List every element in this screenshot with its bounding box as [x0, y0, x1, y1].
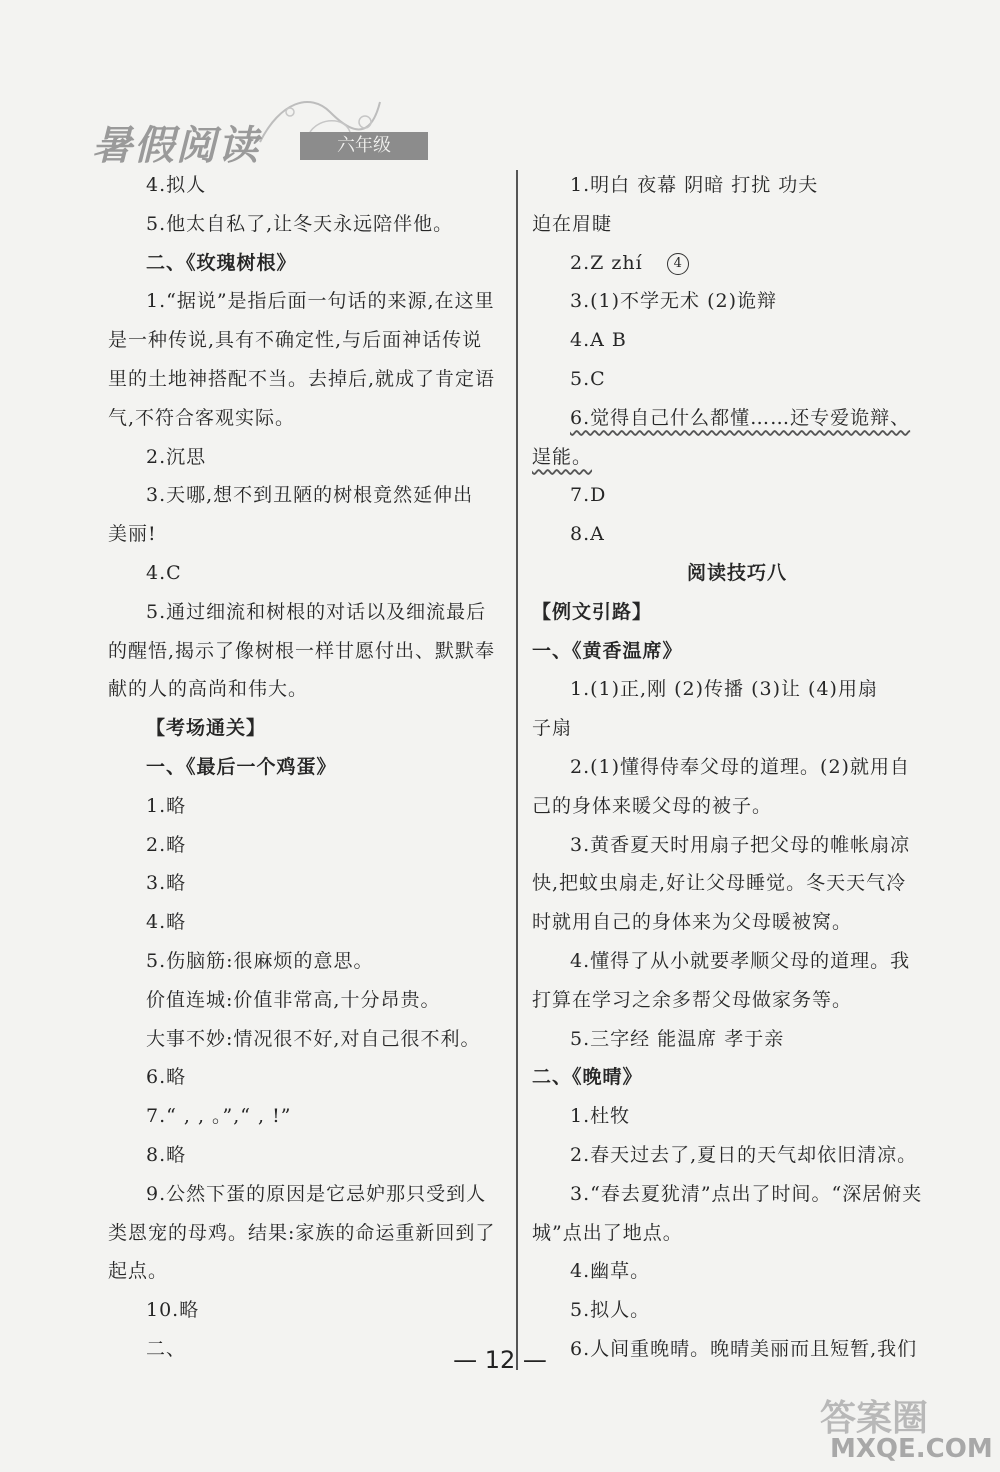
- line-text: 【例文引路】: [532, 600, 653, 623]
- text-line: [108, 826, 508, 865]
- line-text: 1.“据说”是指后面一句话的来源,在这里: [146, 290, 495, 313]
- text-line: [532, 748, 942, 787]
- line-text: 打算在学习之余多帮父母做家务等。: [532, 988, 853, 1011]
- line-text: 2.略: [146, 833, 187, 856]
- line-text: 美丽!: [108, 523, 157, 546]
- header-grade-badge: 六年级: [300, 132, 428, 160]
- line-text: 4.A B: [570, 329, 627, 352]
- text-line: [108, 1097, 508, 1136]
- text-line: [532, 360, 942, 399]
- text-line: [108, 515, 508, 554]
- line-text: 逞能。: [532, 445, 593, 468]
- text-line: [108, 438, 508, 477]
- line-text: 起点。: [108, 1260, 169, 1283]
- text-line: [532, 709, 942, 748]
- text-line: [108, 748, 508, 787]
- line-text: 阅读技巧八: [686, 561, 787, 584]
- line-text: 8.略: [146, 1143, 187, 1166]
- line-text: 4.幽草。: [570, 1260, 651, 1283]
- header-logo: [92, 110, 391, 169]
- text-line: [108, 476, 508, 515]
- header-brand: 暑假阅读: [92, 122, 260, 169]
- text-line: [108, 166, 508, 205]
- line-text: 4.拟人: [146, 174, 207, 196]
- line-text: 9.公然下蛋的原因是它忌妒那只受到人: [146, 1182, 487, 1205]
- text-line: [532, 438, 942, 477]
- line-text: 【考场通关】: [146, 717, 267, 740]
- page-number: — 12 —: [453, 1346, 547, 1374]
- text-line: [532, 282, 942, 321]
- text-line: [532, 1214, 942, 1253]
- line-text: 献的人的高尚和伟大。: [108, 678, 309, 701]
- line-text: 2.沉思: [146, 445, 207, 468]
- line-text: 一、《最后一个鸡蛋》: [146, 755, 337, 778]
- line-text: 二、《玫瑰树根》: [146, 251, 297, 274]
- text-line: [532, 554, 942, 593]
- line-text: 2.Z zhí: [570, 251, 643, 274]
- text-line: [532, 1291, 942, 1330]
- line-text: 1.明白 夜幕 阴暗 打扰 功夫: [570, 174, 819, 196]
- text-line: [532, 1097, 942, 1136]
- text-line: [108, 360, 508, 399]
- text-line: [108, 554, 508, 593]
- line-text: 二、: [146, 1337, 187, 1360]
- line-text: 己的身体来暖父母的被子。: [532, 794, 773, 817]
- line-text: 5.C: [570, 367, 606, 390]
- text-line: [108, 1214, 508, 1253]
- text-line: [108, 1291, 508, 1330]
- text-line: [108, 244, 508, 283]
- text-line: [108, 942, 508, 981]
- line-text: 3.黄香夏天时用扇子把父母的帷帐扇凉: [570, 833, 911, 856]
- line-text: 5.通过细流和树根的对话以及细流最后: [146, 600, 487, 623]
- line-text: 10.略: [146, 1299, 200, 1322]
- watermark-logo: [820, 1390, 993, 1466]
- line-text: 5.拟人。: [570, 1299, 651, 1322]
- text-line: [108, 864, 508, 903]
- text-line: [108, 787, 508, 826]
- text-line: [108, 903, 508, 942]
- text-line: [108, 1020, 508, 1059]
- line-text: 6.人间重晚晴。晚晴美丽而且短暂,我们: [570, 1337, 918, 1360]
- text-line: [108, 1175, 508, 1214]
- line-text: 2.(1)懂得侍奉父母的道理。(2)就用自: [570, 755, 910, 778]
- text-line: [108, 282, 508, 321]
- text-line: [108, 399, 508, 438]
- line-text: 里的土地神搭配不当。去掉后,就成了肯定语: [108, 367, 496, 390]
- line-text: 5.他太自私了,让冬天永远陪伴他。: [146, 212, 454, 235]
- text-line: [532, 1058, 942, 1097]
- line-text: 7.“ , , 。”,“ , !”: [146, 1105, 292, 1128]
- text-line: [532, 244, 942, 283]
- text-line: [532, 321, 942, 360]
- text-line: [108, 981, 508, 1020]
- line-text: 价值连城:价值非常高,十分昂贵。: [146, 988, 441, 1011]
- left-column: [108, 166, 508, 1369]
- text-line: [532, 787, 942, 826]
- line-text: 快,把蚊虫扇走,好让父母睡觉。冬天天气冷: [532, 872, 907, 895]
- text-line: [532, 942, 942, 981]
- text-line: [532, 1175, 942, 1214]
- text-line: [108, 1136, 508, 1175]
- text-line: [532, 476, 942, 515]
- line-text: 4.C: [146, 561, 182, 584]
- text-line: [108, 632, 508, 671]
- line-text: 6.略: [146, 1066, 187, 1089]
- line-text: 7.D: [570, 484, 607, 507]
- watermark-text-bottom: MXQE.COM: [830, 1434, 993, 1464]
- line-text: 气,不符合客观实际。: [108, 406, 296, 429]
- line-text: 城”点出了地点。: [532, 1221, 683, 1244]
- line-text: 一、《黄香温席》: [532, 639, 683, 662]
- line-text: 3.略: [146, 872, 187, 895]
- line-text: 迫在眉睫: [532, 212, 613, 235]
- text-line: [532, 826, 942, 865]
- text-line: [532, 981, 942, 1020]
- text-line: [108, 1252, 508, 1291]
- column-divider: [516, 170, 518, 1370]
- line-text: 4.懂得了从小就要孝顺父母的道理。我: [570, 949, 911, 972]
- line-text: 时就用自己的身体来为父母暖被窝。: [532, 911, 853, 934]
- line-text: 2.春天过去了,夏日的天气却依旧清凉。: [570, 1143, 918, 1166]
- text-line: [532, 166, 942, 205]
- line-text: 1.杜牧: [570, 1105, 631, 1128]
- text-line: [108, 205, 508, 244]
- line-text: 5.伤脑筋:很麻烦的意思。: [146, 949, 374, 972]
- text-line: [532, 632, 942, 671]
- text-line: [108, 670, 508, 709]
- text-line: [532, 593, 942, 632]
- text-line: [532, 399, 942, 438]
- text-line: [532, 864, 942, 903]
- text-line: [108, 593, 508, 632]
- line-text: 二、《晚晴》: [532, 1066, 643, 1089]
- line-text: 1.(1)正,刚 (2)传播 (3)让 (4)用扇: [570, 678, 878, 701]
- right-column: [532, 166, 942, 1369]
- line-text: 子扇: [532, 717, 573, 740]
- text-line: [108, 1058, 508, 1097]
- line-text: 是一种传说,具有不确定性,与后面神话传说: [108, 329, 483, 352]
- text-line: [532, 670, 942, 709]
- line-text: 8.A: [570, 523, 605, 546]
- watermark-text-top: 答案圈: [820, 1398, 929, 1439]
- text-line: [108, 321, 508, 360]
- text-line: [532, 1020, 942, 1059]
- line-text: 5.三字经 能温席 孝于亲: [570, 1027, 785, 1050]
- text-line: [108, 709, 508, 748]
- circled-number: 4: [667, 253, 689, 275]
- line-text: 6.觉得自己什么都懂……还专爱诡辩、: [570, 406, 911, 429]
- text-line: [532, 903, 942, 942]
- line-text: 大事不妙:情况很不好,对自己很不利。: [146, 1027, 481, 1050]
- text-line: [532, 1252, 942, 1291]
- line-text: 3.(1)不学无术 (2)诡辩: [570, 290, 777, 313]
- line-text: 4.略: [146, 911, 187, 934]
- text-line: [532, 205, 942, 244]
- line-text: 3.天哪,想不到丑陋的树根竟然延伸出: [146, 484, 474, 507]
- line-text: 3.“春去夏犹清”点出了时间。“深居俯夹: [570, 1182, 923, 1205]
- line-text: 类恩宠的母鸡。结果:家族的命运重新回到了: [108, 1221, 496, 1244]
- text-line: [532, 515, 942, 554]
- text-line: [532, 1136, 942, 1175]
- line-text: 的醒悟,揭示了像树根一样甘愿付出、默默奉: [108, 639, 496, 662]
- line-text: 1.略: [146, 794, 187, 817]
